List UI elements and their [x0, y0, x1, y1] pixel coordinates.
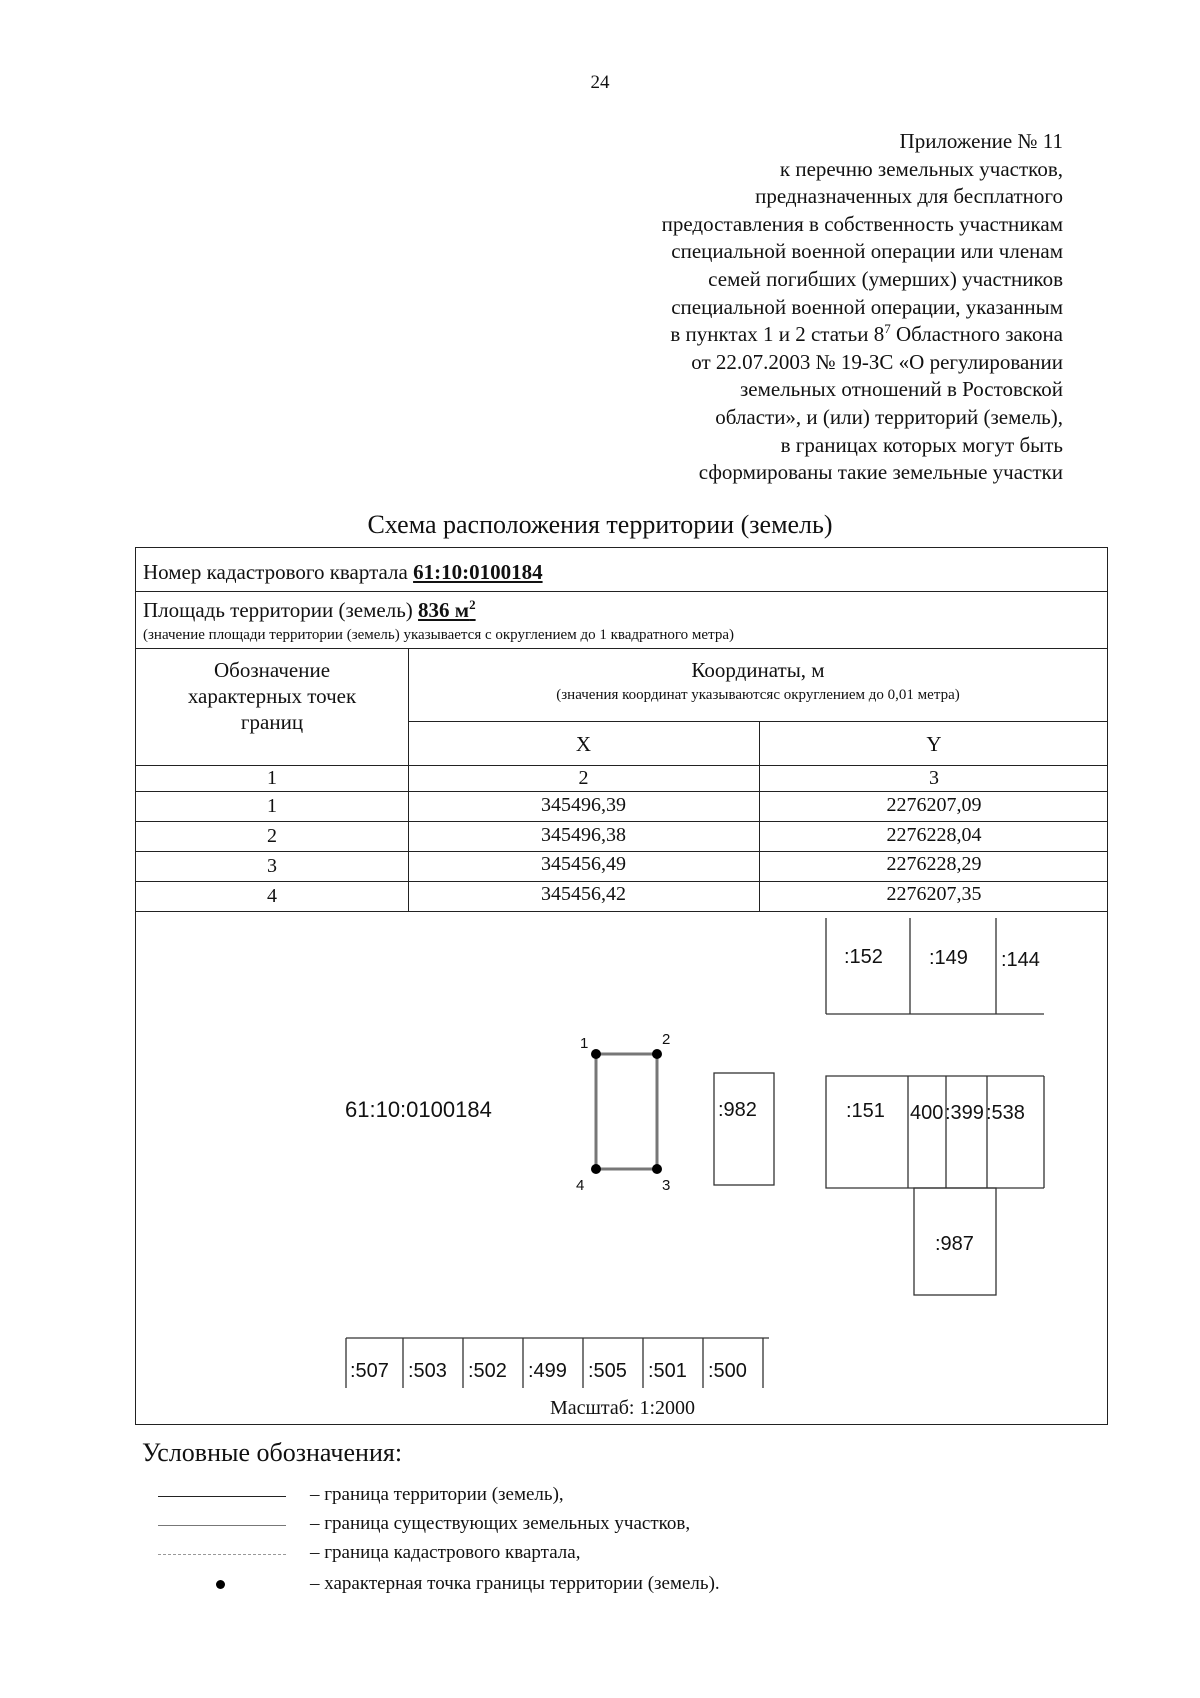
header-line: границ: [240, 710, 304, 734]
y-value: 2276228,04: [886, 824, 982, 846]
coordinates-note: (значения координат указываютсяс округлением до 0,01 метра): [556, 687, 960, 703]
parcel-label: :144: [1001, 949, 1040, 971]
area-label: Площадь территории (земель): [143, 598, 419, 622]
appendix-line: специальной военной операции, указанным: [671, 294, 1063, 319]
cadastral-label: Номер кадастрового квартала: [143, 560, 414, 584]
legend-sample-thin-line: [158, 1525, 286, 1526]
parcel-982: [714, 1073, 774, 1185]
header-line: Обозначение: [213, 658, 331, 682]
point-label: 4: [576, 1177, 585, 1194]
map-scale: Масштаб: 1:2000: [549, 1397, 696, 1419]
appendix-line-article: [543, 321, 1063, 349]
y-value: 2276207,35: [886, 883, 982, 905]
cadastral-value: 61:10:0100184: [413, 560, 543, 584]
legend-text: – граница существующих земельных участков,: [310, 1513, 691, 1534]
area-superscript: 2: [469, 597, 476, 612]
x-value: 345496,39: [541, 794, 626, 816]
map-quarter-label: 61:10:0100184: [345, 1097, 492, 1122]
point-id: 1: [267, 795, 277, 817]
appendix-line-article-tail: Областного закона: [890, 322, 1063, 347]
boundary-point: [591, 1049, 601, 1059]
legend-sample-dashed-line: [158, 1554, 286, 1555]
point-label: 1: [580, 1035, 589, 1052]
column-number: 1: [267, 767, 277, 789]
x-header: X: [575, 732, 592, 756]
point-label: 3: [662, 1177, 671, 1194]
parcel-label: :500: [708, 1360, 747, 1382]
y-value: 2276228,29: [886, 853, 982, 875]
area-number: 836 м: [418, 598, 470, 622]
boundary-point: [652, 1049, 662, 1059]
parcel-label: :151: [846, 1100, 885, 1122]
y-header: Y: [926, 732, 942, 756]
appendix-line: сформированы такие земельные участки: [698, 460, 1063, 485]
appendix-line: предназначенных для бесплатного: [755, 184, 1063, 209]
cadastral-map: [136, 548, 1109, 1426]
appendix-line: в границах которых могут быть: [780, 432, 1063, 457]
parcel-label: :152: [844, 946, 883, 968]
parcel-label: :502: [468, 1360, 507, 1382]
appendix-line: к перечню земельных участков,: [779, 156, 1063, 181]
legend-title: Условные обозначения:: [142, 1438, 403, 1467]
scheme-frame: [135, 547, 1108, 1425]
legend-item: [0, 1542, 1200, 1570]
parcel-label: :538: [986, 1102, 1025, 1124]
appendix-heading: [543, 128, 1063, 487]
parcel-label: :987: [935, 1233, 974, 1255]
point-label: 2: [662, 1031, 671, 1048]
column-number: 3: [929, 767, 939, 789]
parcel-label: :507: [350, 1360, 389, 1382]
appendix-line: предоставления в собственность участникам: [661, 211, 1063, 236]
x-value: 345496,38: [541, 824, 626, 846]
area-note: (значение площади территории (земель) указывается с округлением до 1 квадратного метра): [143, 627, 734, 643]
x-value: 345456,49: [541, 853, 626, 875]
appendix-line: области», и (или) территорий (земель),: [715, 404, 1063, 429]
page-number: 24: [590, 72, 610, 93]
x-value: 345456,42: [541, 883, 626, 905]
appendix-line-article-head: в пунктах 1 и 2 статьи 8: [670, 322, 885, 347]
parcel-label: :503: [408, 1360, 447, 1382]
header-line: характерных точек: [187, 684, 357, 708]
legend-sample-point: [216, 1580, 225, 1589]
boundary-point: [591, 1164, 601, 1174]
legend-item: [0, 1484, 1200, 1512]
legend-text: – граница территории (земель),: [310, 1484, 564, 1505]
parcel-label: :499: [528, 1360, 567, 1382]
legend-sample-solid-line: [158, 1496, 286, 1497]
point-id: 2: [267, 825, 277, 847]
appendix-line: специальной военной операции или членам: [671, 239, 1063, 264]
column-number: 2: [578, 767, 589, 789]
appendix-line: земельных отношений в Ростовской: [739, 377, 1063, 402]
y-value: 2276207,09: [886, 794, 982, 816]
legend-item: [0, 1513, 1200, 1541]
parcel-label: 400: [910, 1102, 944, 1124]
coordinates-header: Координаты, м: [691, 658, 825, 682]
parcel-label: :982: [718, 1099, 757, 1121]
boundary-point: [652, 1164, 662, 1174]
territory-boundary: [591, 1049, 662, 1174]
point-id: 4: [267, 885, 277, 907]
appendix-line: Приложение № 11: [899, 129, 1063, 153]
parcel-group-middle: [826, 1076, 1044, 1188]
parcel-label: :149: [929, 947, 968, 969]
article-superscript: 7: [884, 321, 891, 337]
legend-text: – граница кадастрового квартала,: [310, 1542, 581, 1563]
legend-text: – характерная точка границы территории (земель).: [310, 1573, 720, 1594]
parcel-label: :505: [588, 1360, 627, 1382]
scheme-title: Схема расположения территории (земель): [367, 510, 833, 539]
parcel-label: :399: [945, 1102, 984, 1124]
point-id: 3: [267, 855, 277, 877]
parcel-label: :501: [648, 1360, 687, 1382]
legend-item: [0, 1573, 1200, 1601]
appendix-line: от 22.07.2003 № 19-ЗС «О регулировании: [691, 349, 1063, 374]
appendix-line: семей погибших (умерших) участников: [708, 266, 1063, 291]
